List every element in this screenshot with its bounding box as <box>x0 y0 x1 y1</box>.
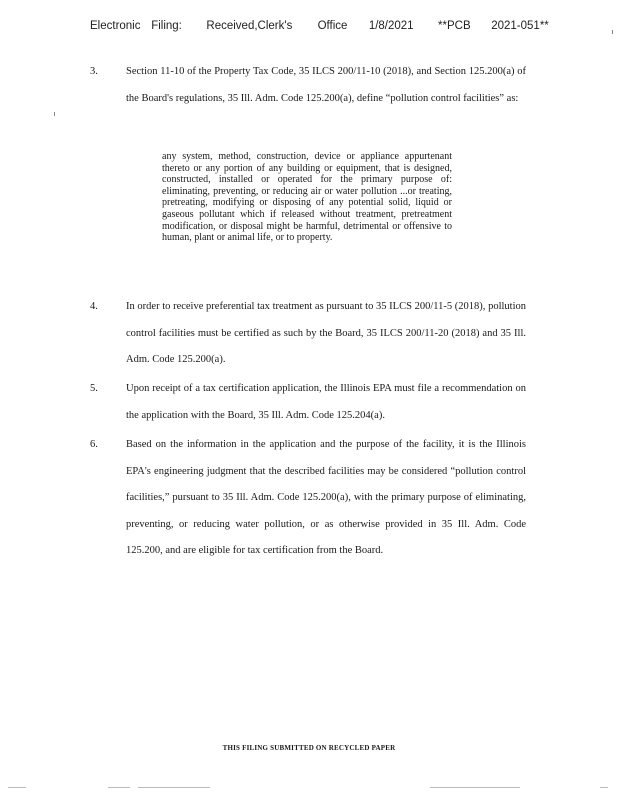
header-received-clerks: Received,Clerk's <box>206 20 293 32</box>
header-office: Office <box>317 20 348 32</box>
paragraph-number: 4. <box>90 301 98 312</box>
header-case-number: 2021-051** <box>491 20 549 32</box>
recycled-paper-footer: THIS FILING SUBMITTED ON RECYCLED PAPER <box>222 744 396 752</box>
filing-stamp-header <box>90 20 549 32</box>
paragraph-text: In order to receive preferential tax treatment as pursuant to 35 ILCS 200/11-5 (2018), pollution control facilities must be certified as such by the Board, 35 ILCS 200/11-20 (2018) and 35 Ill. Adm. Code 125.200(a). <box>126 301 526 365</box>
paragraph-number: 5. <box>90 383 98 394</box>
paragraph-number: 6. <box>90 439 98 450</box>
header-date: 1/8/2021 <box>368 20 414 32</box>
paragraph-number: 3. <box>90 66 98 77</box>
scan-tick-mark <box>612 30 613 34</box>
paragraph-text: Section 11-10 of the Property Tax Code, 35 ILCS 200/11-10 (2018), and Section 125.200(a) of the Board's regulations, 35 Ill. Adm. Code 125.200(a), define “pollution control facilities” as: <box>126 66 526 104</box>
scan-artifact-marks <box>0 785 618 791</box>
block-quote-definition: any system, method, construction, device or appliance appurtenant thereto or any portion of any building or equipment, that is designed, constructed, installed or operated for the primary purpose of: eliminating, preventing, or reducing air or water pollution ...or treating, pretreating, modifying or disposing of any potential solid, liquid or gaseous pollutant which if released without treatment, pretreatment modification, or disposal might be harmful, detrimental or offensive to human, plant or animal life, or to property. <box>162 151 452 244</box>
paragraph-text: Upon receipt of a tax certification application, the Illinois EPA must file a recommendation on the application with the Board, 35 Ill. Adm. Code 125.204(a). <box>126 383 526 421</box>
scan-tick-mark <box>54 112 55 116</box>
paragraph-text: Based on the information in the application and the purpose of the facility, it is the Illinois EPA's engineering judgment that the described facilities may be considered “pollution control facilities,” pursuant to 35 Ill. Adm. Code 125.200(a), with the primary purpose of eliminating, preventing, or reducing water pollution, or as otherwise provided in 35 Ill. Adm. Code 125.200, and are eligible for tax certification from the Board. <box>126 439 526 556</box>
header-pcb: **PCB <box>438 20 471 32</box>
header-filing: Filing: <box>151 20 182 32</box>
header-electronic: Electronic <box>90 20 141 32</box>
